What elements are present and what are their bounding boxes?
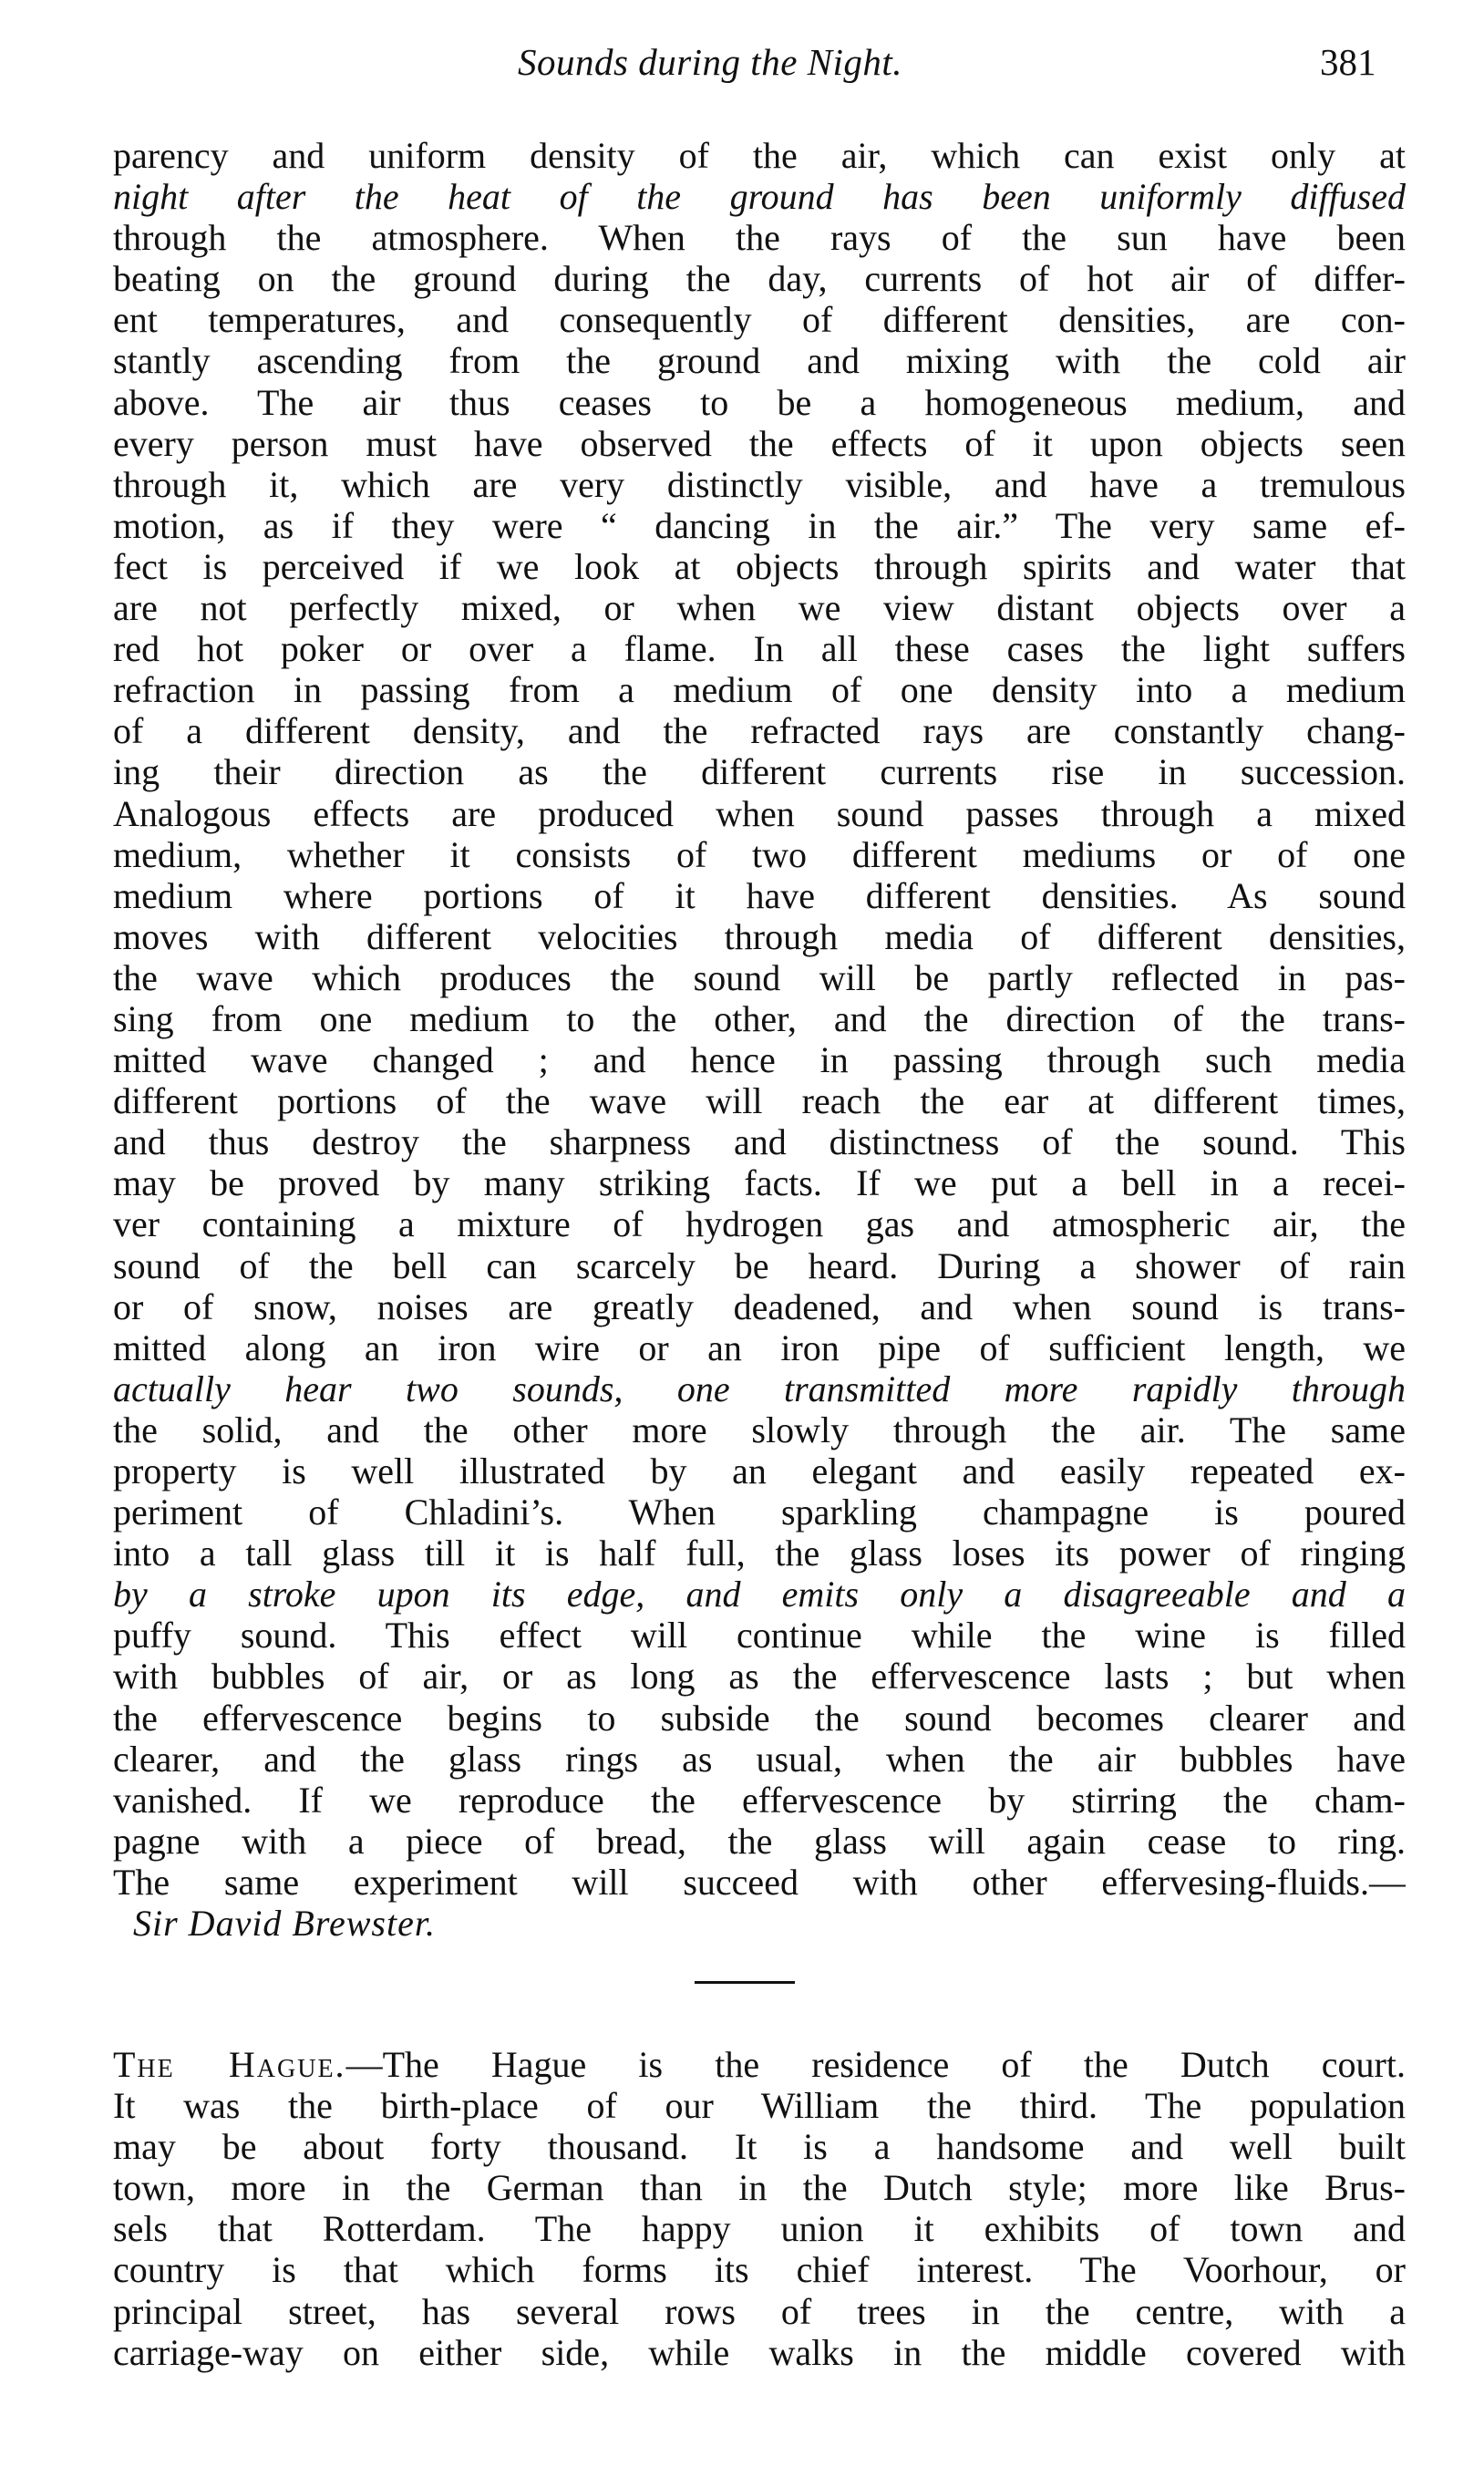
text-line: actually hear two sounds, one transmitted more rapidly through xyxy=(113,1368,1406,1409)
text-line: Analogous effects are produced when sound passes through a mixed xyxy=(113,792,1406,834)
text-line xyxy=(113,2044,1406,2085)
text-line: mitted along an iron wire or an iron pipe of sufficient length, we xyxy=(113,1326,1406,1368)
page-header xyxy=(0,40,1484,95)
text-line: red hot poker or over a flame. In all these cases the light suffers xyxy=(113,628,1406,670)
text-line: may be proved by many striking facts. If we put a bell in a recei- xyxy=(113,1162,1406,1204)
text-line: may be about forty thousand. It is a handsome and well built xyxy=(113,2126,1406,2168)
text-line: principal street, has several rows of trees in the centre, with a xyxy=(113,2290,1406,2332)
section-heading: The Hague. xyxy=(113,2044,346,2085)
text-line: periment of Chladini’s. When sparkling champagne is poured xyxy=(113,1491,1406,1533)
text-line: motion, as if they were “ dancing in the air.” The very same ef- xyxy=(113,504,1406,546)
article-sounds-during-night xyxy=(113,135,1406,1944)
text-line: night after the heat of the ground has been uniformly diffused xyxy=(113,176,1406,218)
text-line: above. The air thus ceases to be a homogeneous medium, and xyxy=(113,381,1406,423)
text-line: ver containing a mixture of hydrogen gas and atmospheric air, the xyxy=(113,1203,1406,1245)
text-line: refraction in passing from a medium of one density into a medium xyxy=(113,669,1406,711)
text-line: moves with different velocities through media of different densities, xyxy=(113,915,1406,957)
text-line: mitted wave changed ; and hence in passing through such media xyxy=(113,1039,1406,1081)
text-line: into a tall glass till it is half full, the glass loses its power of ringing xyxy=(113,1533,1406,1574)
text-line: parency and uniform density of the air, which can exist only at xyxy=(113,135,1406,176)
text-line: the wave which produces the sound will be partly reflected in pas- xyxy=(113,956,1406,998)
text-line: medium where portions of it have different densities. As sound xyxy=(113,874,1406,916)
text-line: through it, which are very distinctly visible, and have a tremulous xyxy=(113,463,1406,505)
text-line: carriage-way on either side, while walks in the middle covered with xyxy=(113,2331,1406,2373)
section-divider xyxy=(695,1981,795,1984)
text-line: fect is perceived if we look at objects through spirits and water that xyxy=(113,545,1406,587)
text-line: It was the birth-place of our William the third. The population xyxy=(113,2085,1406,2127)
text-line: or of snow, noises are greatly deadened, and when sound is trans- xyxy=(113,1285,1406,1327)
text-line: of a different density, and the refracted rays are constantly chang- xyxy=(113,710,1406,752)
text-line: vanished. If we reproduce the effervescence by stirring the cham- xyxy=(113,1779,1406,1821)
text-line: by a stroke upon its edge, and emits only a disagreeable and a xyxy=(113,1574,1406,1615)
text-line: every person must have observed the effects of it upon objects seen xyxy=(113,422,1406,464)
page-number: 381 xyxy=(1320,41,1376,83)
text-line: puffy sound. This effect will continue while the wine is filled xyxy=(113,1615,1406,1656)
text-line: with bubbles of air, or as long as the effervescence lasts ; but when xyxy=(113,1656,1406,1698)
text-line: The same experiment will succeed with other effervesing-fluids.— xyxy=(113,1861,1406,1903)
text-line: through the atmosphere. When the rays of the sun have been xyxy=(113,217,1406,259)
text-line: town, more in the German than in the Dutch style; more like Brus- xyxy=(113,2167,1406,2209)
text-line: sound of the bell can scarcely be heard. During a shower of rain xyxy=(113,1244,1406,1286)
text-line: the solid, and the other more slowly through the air. The same xyxy=(113,1409,1406,1450)
text-line: clearer, and the glass rings as usual, when the air bubbles have xyxy=(113,1738,1406,1780)
text-line: the effervescence begins to subside the sound becomes clearer and xyxy=(113,1697,1406,1739)
text-line: different portions of the wave will reach the ear at different times, xyxy=(113,1080,1406,1122)
text-line: country is that which forms its chief interest. The Voorhour, or xyxy=(113,2249,1406,2291)
text-line-content: —The Hague is the residence of the Dutch court. xyxy=(345,2044,1406,2085)
text-line: pagne with a piece of bread, the glass will again cease to ring. xyxy=(113,1820,1406,1862)
text-line: ing their direction as the different currents rise in succession. xyxy=(113,751,1406,793)
running-title: Sounds during the Night. xyxy=(518,41,903,83)
text-line: property is well illustrated by an elegant and easily repeated ex- xyxy=(113,1450,1406,1491)
text-line: and thus destroy the sharpness and distinctness of the sound. This xyxy=(113,1121,1406,1163)
article-the-hague xyxy=(113,2044,1406,2373)
text-line: are not perfectly mixed, or when we view distant objects over a xyxy=(113,587,1406,629)
text-line: ent temperatures, and consequently of different densities, are con- xyxy=(113,299,1406,341)
text-line: stantly ascending from the ground and mixing with the cold air xyxy=(113,340,1406,382)
text-line: sing from one medium to the other, and the direction of the trans- xyxy=(113,997,1406,1039)
author-attribution: Sir David Brewster. xyxy=(133,1903,436,1945)
text-line: sels that Rotterdam. The happy union it exhibits of town and xyxy=(113,2208,1406,2250)
text-line: beating on the ground during the day, currents of hot air of differ- xyxy=(113,258,1406,300)
text-line: medium, whether it consists of two different mediums or of one xyxy=(113,833,1406,875)
